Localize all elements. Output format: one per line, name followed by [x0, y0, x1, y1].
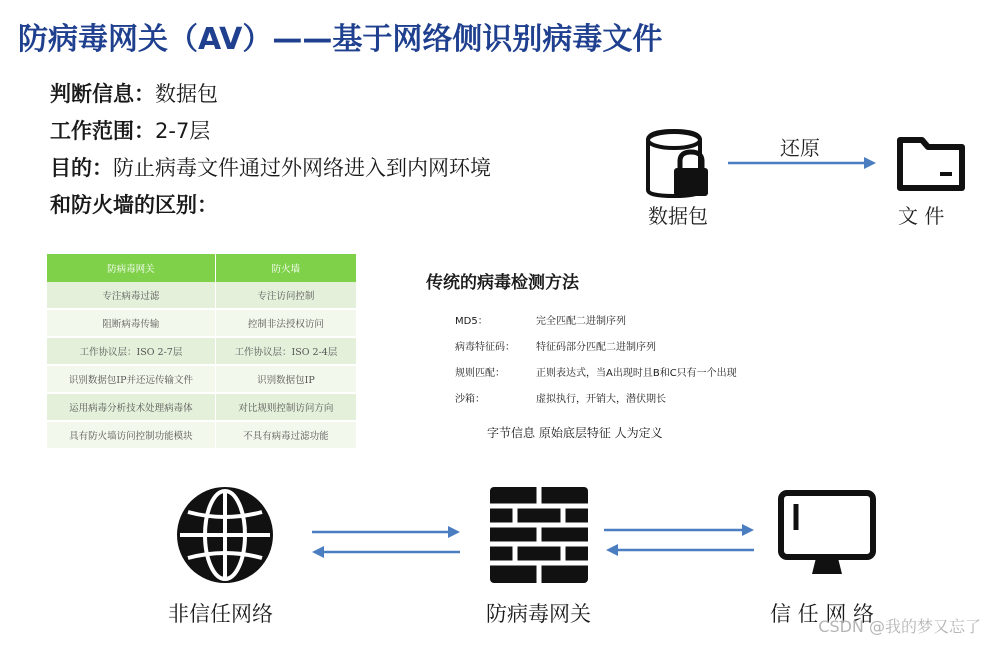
- monitor-icon: [778, 490, 876, 580]
- table-cell: 对比规则控制访问方向: [215, 393, 356, 421]
- table-header-av: 防病毒网关: [47, 254, 215, 282]
- database-lock-icon: [640, 128, 720, 198]
- table-row: [47, 365, 357, 393]
- restore-arrow: [726, 155, 878, 171]
- watermark: CSDN @我的梦又忘了: [818, 617, 981, 636]
- info-scope: [50, 115, 210, 145]
- table-cell: 阻断病毒传输: [47, 309, 215, 337]
- detection-title: 传统的病毒检测方法: [426, 273, 579, 293]
- info-value: 数据包: [155, 82, 218, 106]
- table-cell: 控制非法授权访问: [215, 309, 356, 337]
- trusted-network-label: 信 任 网 络: [770, 602, 875, 626]
- restore-arrow-label: 还原: [780, 136, 820, 160]
- table-cell: 工作协议层：ISO 2-7层: [47, 337, 215, 365]
- table-cell: 具有防火墙访问控制功能模块: [47, 421, 215, 449]
- page-title: 防病毒网关（AV）——基于网络侧识别病毒文件: [18, 22, 663, 57]
- info-judgment: [50, 78, 218, 108]
- table-cell: 专注病毒过滤: [47, 282, 215, 309]
- table-row: [47, 282, 357, 309]
- detection-note: 字节信息 原始底层特征 人为定义: [487, 426, 663, 440]
- table-row: [47, 421, 357, 449]
- info-label: 和防火墙的区别：: [50, 193, 218, 217]
- bidirectional-arrow-left: [310, 522, 462, 562]
- table-cell: 工作协议层：ISO 2-4层: [215, 337, 356, 365]
- method-name: 沙箱：: [455, 394, 485, 405]
- info-label: 目的：: [50, 156, 113, 180]
- table-header-row: [47, 254, 357, 282]
- table-cell: 专注访问控制: [215, 282, 356, 309]
- method-desc: 虚拟执行，开销大，潜伏期长: [536, 394, 666, 405]
- comparison-table: [47, 254, 357, 450]
- table-cell: 不具有病毒过滤功能: [215, 421, 356, 449]
- method-name: MD5：: [455, 316, 488, 327]
- info-value: 防止病毒文件通过外网络进入到内网环境: [113, 156, 491, 180]
- method-name: 病毒特征码：: [455, 342, 515, 353]
- method-name: 规则匹配：: [455, 368, 505, 379]
- firewall-brick-icon: [490, 487, 588, 583]
- bidirectional-arrow-right: [602, 520, 756, 560]
- table-header-firewall: 防火墙: [215, 254, 356, 282]
- packet-label: 数据包: [648, 204, 708, 228]
- info-purpose: [50, 152, 491, 182]
- globe-icon: [172, 482, 278, 588]
- table-row: [47, 309, 357, 337]
- method-desc: 完全匹配二进制序列: [536, 316, 626, 327]
- method-desc: 正则表达式，当A出现时且B和C只有一个出现: [536, 368, 737, 379]
- gateway-label: 防病毒网关: [486, 602, 591, 626]
- table-row: [47, 393, 357, 421]
- table-cell: 识别数据包IP: [215, 365, 356, 393]
- untrusted-network-label: 非信任网络: [168, 602, 273, 626]
- folder-icon: [896, 134, 968, 192]
- method-desc: 特征码部分匹配二进制序列: [536, 342, 656, 353]
- table-row: [47, 337, 357, 365]
- table-cell: 运用病毒分析技术处理病毒体: [47, 393, 215, 421]
- file-label: 文 件: [898, 204, 945, 228]
- info-value: 2-7层: [155, 119, 211, 143]
- info-difference: [50, 189, 218, 219]
- info-label: 工作范围：: [50, 119, 155, 143]
- table-cell: 识别数据包IP并还远传输文件: [47, 365, 215, 393]
- info-label: 判断信息：: [50, 82, 155, 106]
